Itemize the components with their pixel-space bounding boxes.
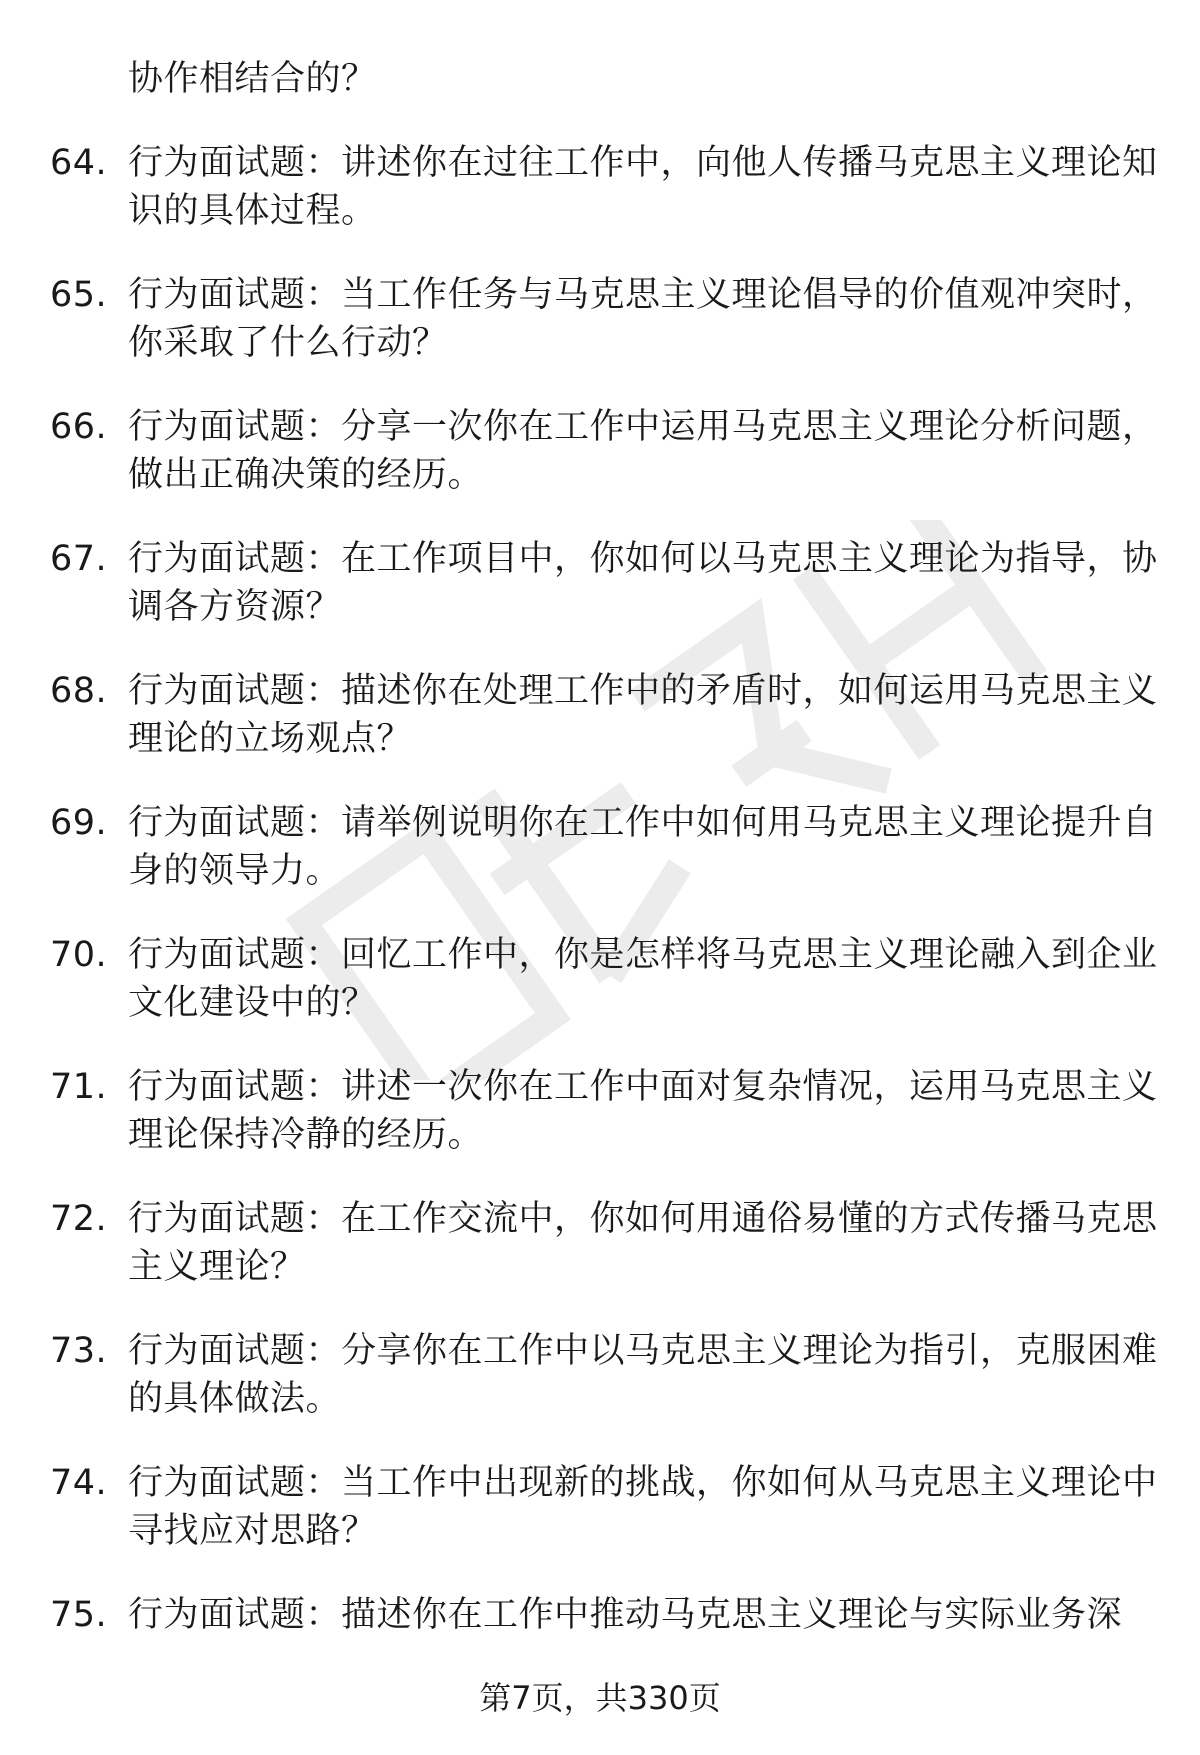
list-item (50, 1195, 1160, 1291)
continuation-text: 协作相结合的？ (128, 59, 377, 99)
item-text: 行为面试题：当工作任务与马克思主义理论倡导的价值观冲突时，你采取了什么行动？ (128, 275, 1158, 363)
list-item (50, 403, 1160, 499)
question-list (50, 55, 1160, 1675)
item-text: 行为面试题：请举例说明你在工作中如何用马克思主义理论提升自身的领导力。 (128, 803, 1158, 891)
item-text: 行为面试题：讲述一次你在工作中面对复杂情况，运用马克思主义理论保持冷静的经历。 (128, 1067, 1158, 1155)
item-number: 68. (50, 671, 108, 711)
list-item (50, 1459, 1160, 1555)
list-item (50, 535, 1160, 631)
page-footer (0, 1678, 1200, 1718)
item-number: 65. (50, 275, 108, 315)
item-number: 73. (50, 1331, 108, 1371)
item-text: 行为面试题：描述你在处理工作中的矛盾时，如何运用马克思主义理论的立场观点？ (128, 671, 1158, 759)
list-item (50, 667, 1160, 763)
item-text: 行为面试题：在工作交流中，你如何用通俗易懂的方式传播马克思主义理论？ (128, 1199, 1158, 1287)
item-number: 69. (50, 803, 108, 843)
list-item (50, 931, 1160, 1027)
item-text: 行为面试题：讲述你在过往工作中，向他人传播马克思主义理论知识的具体过程。 (128, 143, 1158, 231)
item-text: 行为面试题：描述你在工作中推动马克思主义理论与实际业务深 (128, 1595, 1123, 1635)
item-number: 72. (50, 1199, 108, 1239)
item-text: 行为面试题：分享一次你在工作中运用马克思主义理论分析问题，做出正确决策的经历。 (128, 407, 1158, 495)
list-item (50, 799, 1160, 895)
item-text: 行为面试题：当工作中出现新的挑战，你如何从马克思主义理论中寻找应对思路？ (128, 1463, 1158, 1551)
list-item (50, 1063, 1160, 1159)
list-item-continuation (50, 55, 1160, 103)
item-text: 行为面试题：分享你在工作中以马克思主义理论为指引，克服困难的具体做法。 (128, 1331, 1158, 1419)
item-text: 行为面试题：在工作项目中，你如何以马克思主义理论为指导，协调各方资源？ (128, 539, 1158, 627)
page-number-label: 第7页，共330页 (479, 1679, 721, 1717)
item-number: 75. (50, 1595, 108, 1635)
item-number: 71. (50, 1067, 108, 1107)
list-item (50, 1591, 1160, 1639)
item-number: 67. (50, 539, 108, 579)
item-number: 74. (50, 1463, 108, 1503)
list-item (50, 1327, 1160, 1423)
item-number: 66. (50, 407, 108, 447)
list-item (50, 271, 1160, 367)
item-text: 行为面试题：回忆工作中，你是怎样将马克思主义理论融入到企业文化建设中的？ (128, 935, 1158, 1023)
item-number: 70. (50, 935, 108, 975)
list-item (50, 139, 1160, 235)
item-number: 64. (50, 143, 108, 183)
